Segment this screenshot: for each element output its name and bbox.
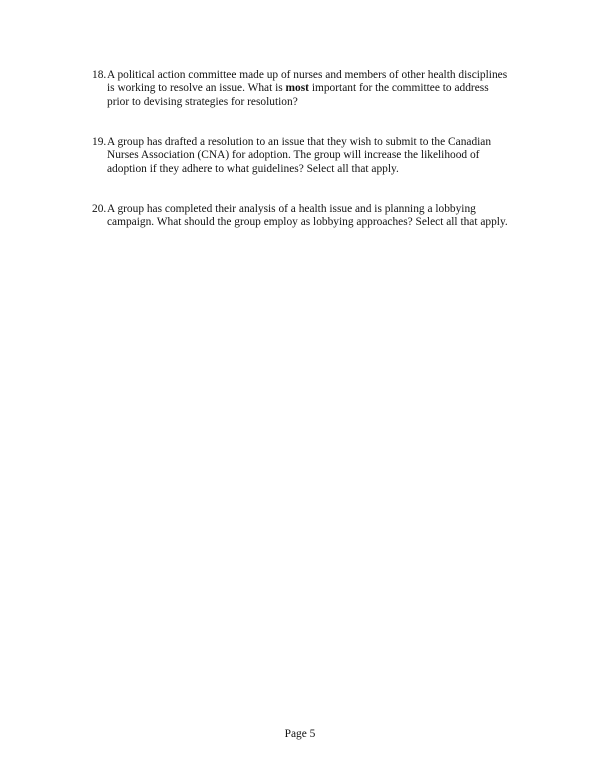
question-stem-line: A group has completed their analysis of a health issue and is planning a lobbying <box>107 203 476 216</box>
stem-text: important for the committee to address <box>308 82 489 95</box>
stem-text: is working to resolve an issue. What is <box>107 82 286 95</box>
question-body <box>107 203 560 230</box>
question-stem-line: A group has drafted a resolution to an issue that they wish to submit to the Canadian <box>107 136 492 149</box>
question-body <box>107 69 560 109</box>
question-number: 19. <box>92 136 107 149</box>
question-number: 18. <box>92 69 107 81</box>
question-stem-line: Nurses Association (CNA) for adoption. The group will increase the likelihood of <box>107 149 480 162</box>
question-block <box>92 136 560 176</box>
page-footer: Page 5 <box>284 727 316 740</box>
question-number: 20. <box>92 203 107 216</box>
question-block <box>92 203 560 230</box>
question-stem-line: A political action committee made up of nurses and members of other health disciplines <box>107 69 508 81</box>
question-stem-line: prior to devising strategies for resolution? <box>107 95 298 108</box>
questions-block <box>92 69 560 257</box>
question-stem-line <box>107 82 560 95</box>
stem-bold-text: most <box>285 82 309 95</box>
question-stem-line: adoption if they adhere to what guidelines? Select all that apply. <box>107 162 399 175</box>
question-body <box>107 136 560 176</box>
question-block <box>92 69 560 109</box>
question-stem-line: campaign. What should the group employ as lobbying approaches? Select all that apply. <box>107 216 508 229</box>
